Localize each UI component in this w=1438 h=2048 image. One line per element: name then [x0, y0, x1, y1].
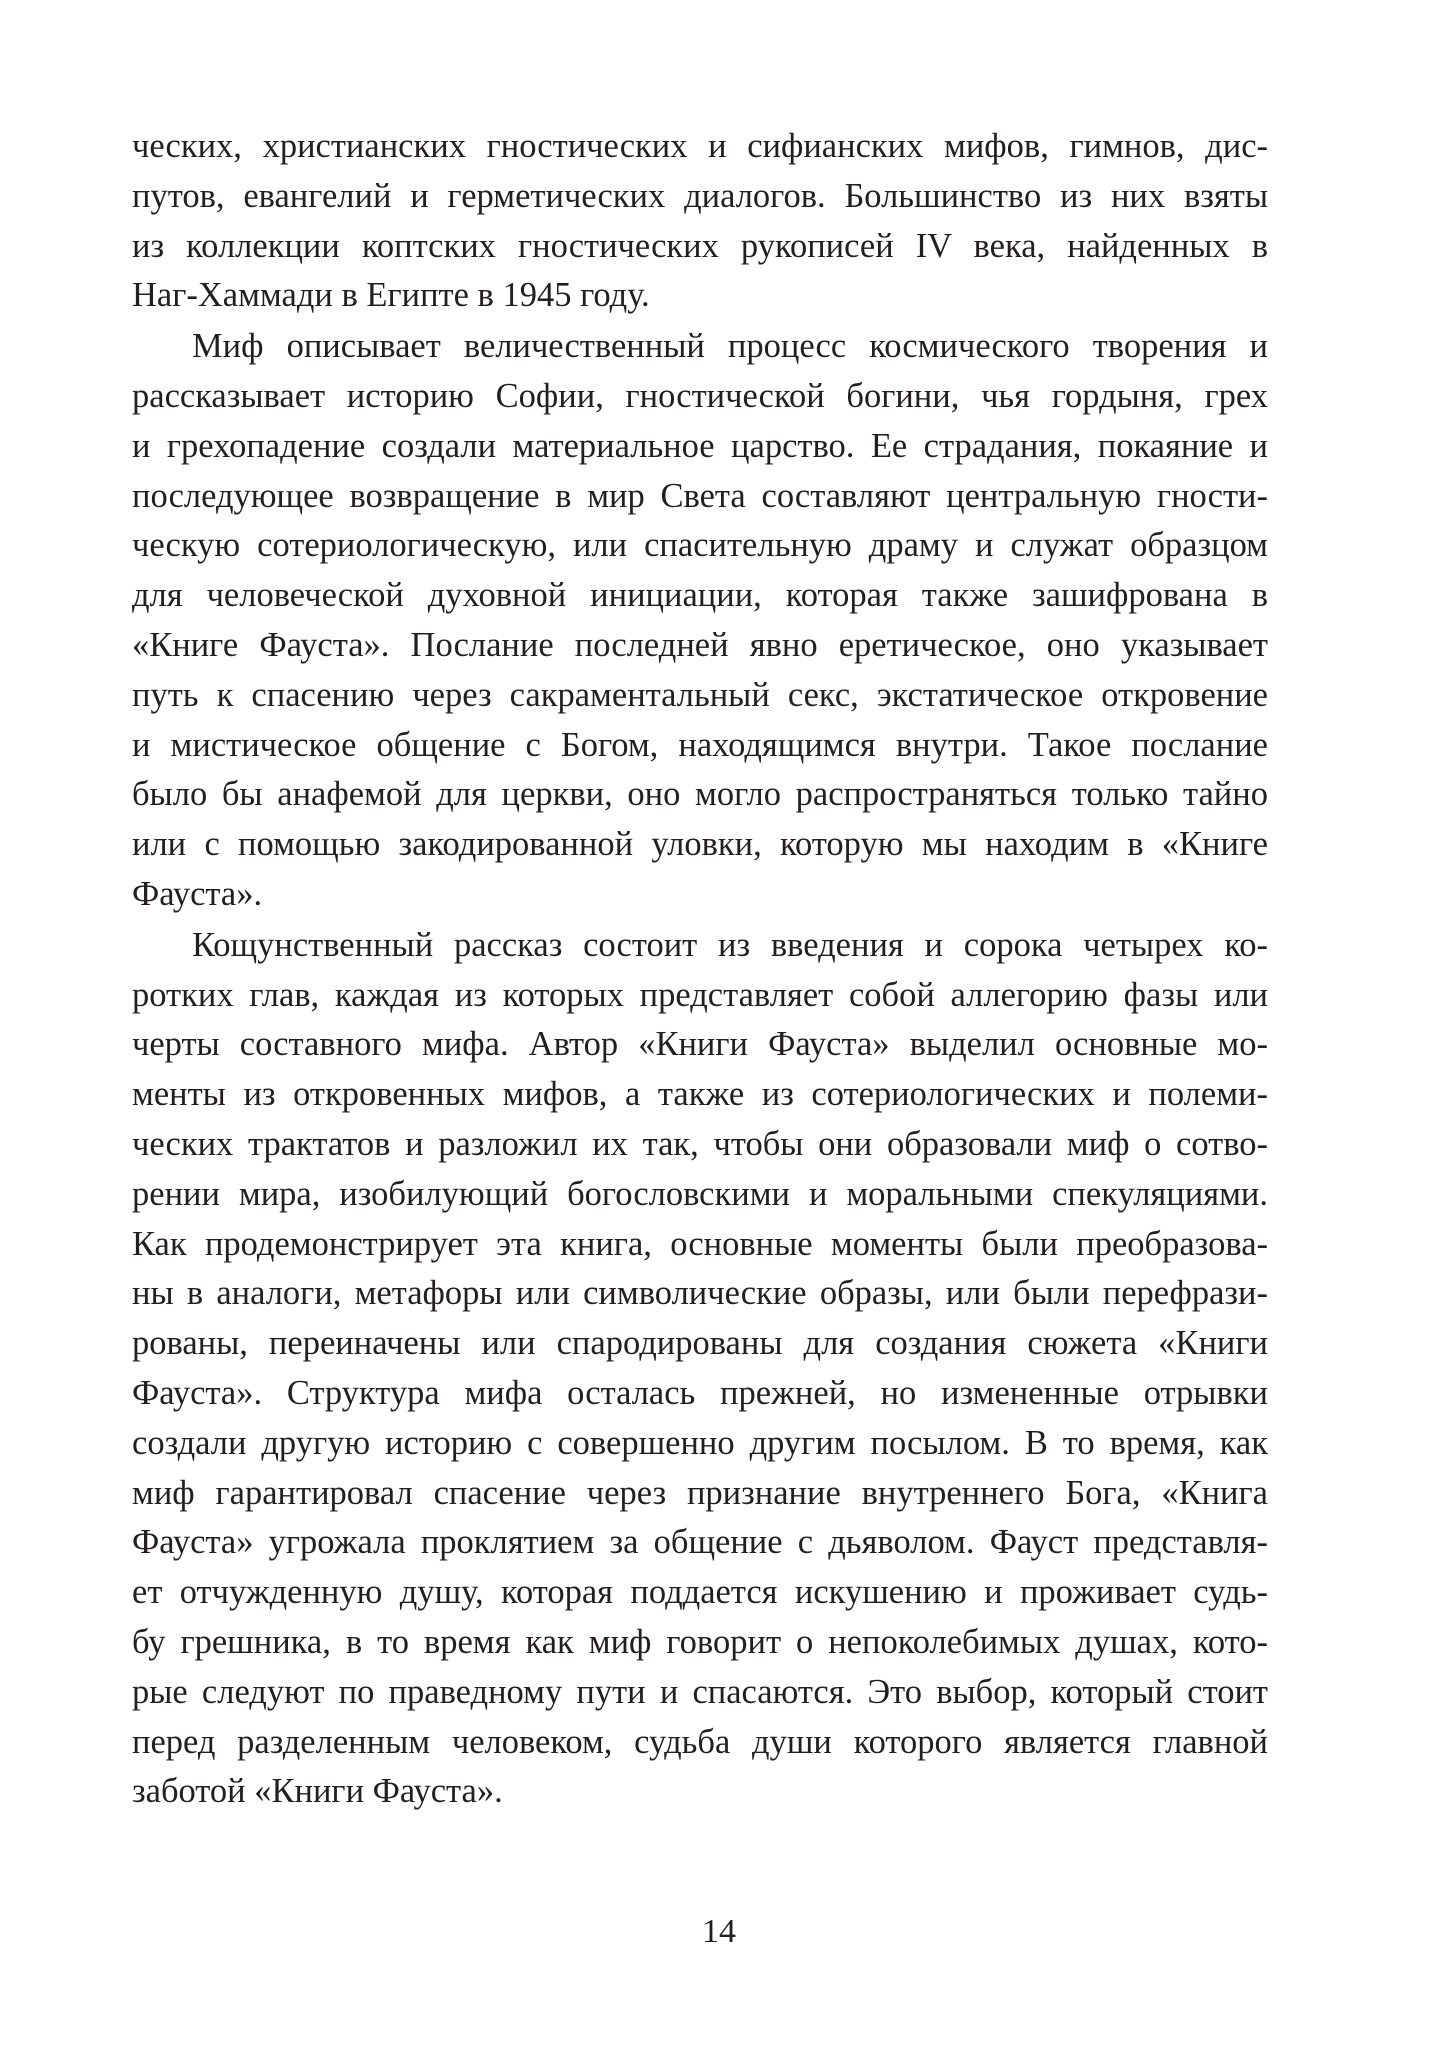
text-line: менты из откровенных мифов, а также из сотериологических и полеми-: [132, 1075, 1268, 1114]
text-line: миф гарантировал спасение через признание внутреннего Бога, «Книга: [132, 1473, 1268, 1512]
text-line: перед разделенным человеком, судьба души которого является главной: [132, 1722, 1268, 1761]
paragraph-3: [132, 921, 1268, 1817]
text-line: рованы, переиначены или спародированы для создания сюжета «Книги: [132, 1324, 1268, 1363]
paragraph-1: [132, 122, 1268, 321]
text-line: заботой «Книги Фауста».: [132, 1772, 503, 1811]
text-line: или с помощью закодированной уловки, которую мы находим в «Книге: [132, 825, 1268, 864]
text-line: ет отчужденную душу, которая поддается искушению и проживает судь-: [132, 1573, 1268, 1612]
text-line: создали другую историю с совершенно другим посылом. В то время, как: [132, 1423, 1268, 1462]
text-line: Как продемонстрирует эта книга, основные моменты были преобразова-: [132, 1224, 1268, 1263]
text-line: рении мира, изобилующий богословскими и моральными спекуляциями.: [132, 1174, 1268, 1213]
text-line: Фауста» угрожала проклятием за общение с дьяволом. Фауст представля-: [132, 1523, 1268, 1562]
text-line: ны в аналоги, метафоры или символические образы, или были перефрази-: [132, 1274, 1268, 1313]
text-line: из коллекции коптских гностических рукописей IV века, найденных в: [132, 226, 1268, 265]
body-text: [132, 122, 1268, 1818]
paragraph-2: [132, 322, 1268, 920]
text-line: путь к спасению через сакраментальный секс, экстатическое откровение: [132, 675, 1268, 714]
text-line: и грехопадение создали материальное царство. Ее страдания, покаяние и: [132, 426, 1268, 465]
text-line: путов, евангелий и герметических диалогов. Большинство из них взяты: [132, 176, 1268, 215]
page-number: 14: [702, 1913, 736, 1950]
text-line: Наг-Хаммади в Египте в 1945 году.: [132, 276, 650, 315]
text-line: бу грешника, в то время как миф говорит о непоколебимых душах, кото-: [132, 1622, 1268, 1661]
text-line: ческих, христианских гностических и сифианских мифов, гимнов, дис-: [132, 127, 1268, 165]
text-line: для человеческой духовной инициации, которая также зашифрована в: [132, 576, 1268, 615]
text-line: рые следуют по праведному пути и спасаются. Это выбор, который стоит: [132, 1672, 1268, 1711]
text-line: рассказывает историю Софии, гностической богини, чья гордыня, грех: [132, 376, 1268, 415]
text-line: ротких глав, каждая из которых представляет собой аллегорию фазы или: [132, 975, 1268, 1014]
text-line: ческих трактатов и разложил их так, чтобы они образовали миф о сотво-: [132, 1124, 1268, 1163]
text-line: ческую сотериологическую, или спасительную драму и служат образцом: [132, 526, 1268, 565]
text-line: Миф описывает величественный процесс космического творения и: [192, 327, 1268, 366]
text-line: Кощунственный рассказ состоит из введения и сорока четырех ко-: [192, 925, 1268, 964]
text-line: Фауста».: [132, 874, 263, 913]
text-line: было бы анафемой для церкви, оно могло распространяться только тайно: [132, 775, 1268, 814]
text-line: Фауста». Структура мифа осталась прежней, но измененные отрывки: [132, 1373, 1268, 1412]
text-line: последующее возвращение в мир Света составляют центральную гности-: [132, 476, 1268, 515]
text-line: «Книге Фауста». Послание последней явно еретическое, оно указывает: [132, 625, 1268, 664]
text-line: черты составного мифа. Автор «Книги Фауста» выделил основные мо-: [132, 1025, 1268, 1064]
text-line: и мистическое общение с Богом, находящимся внутри. Такое послание: [132, 725, 1268, 764]
